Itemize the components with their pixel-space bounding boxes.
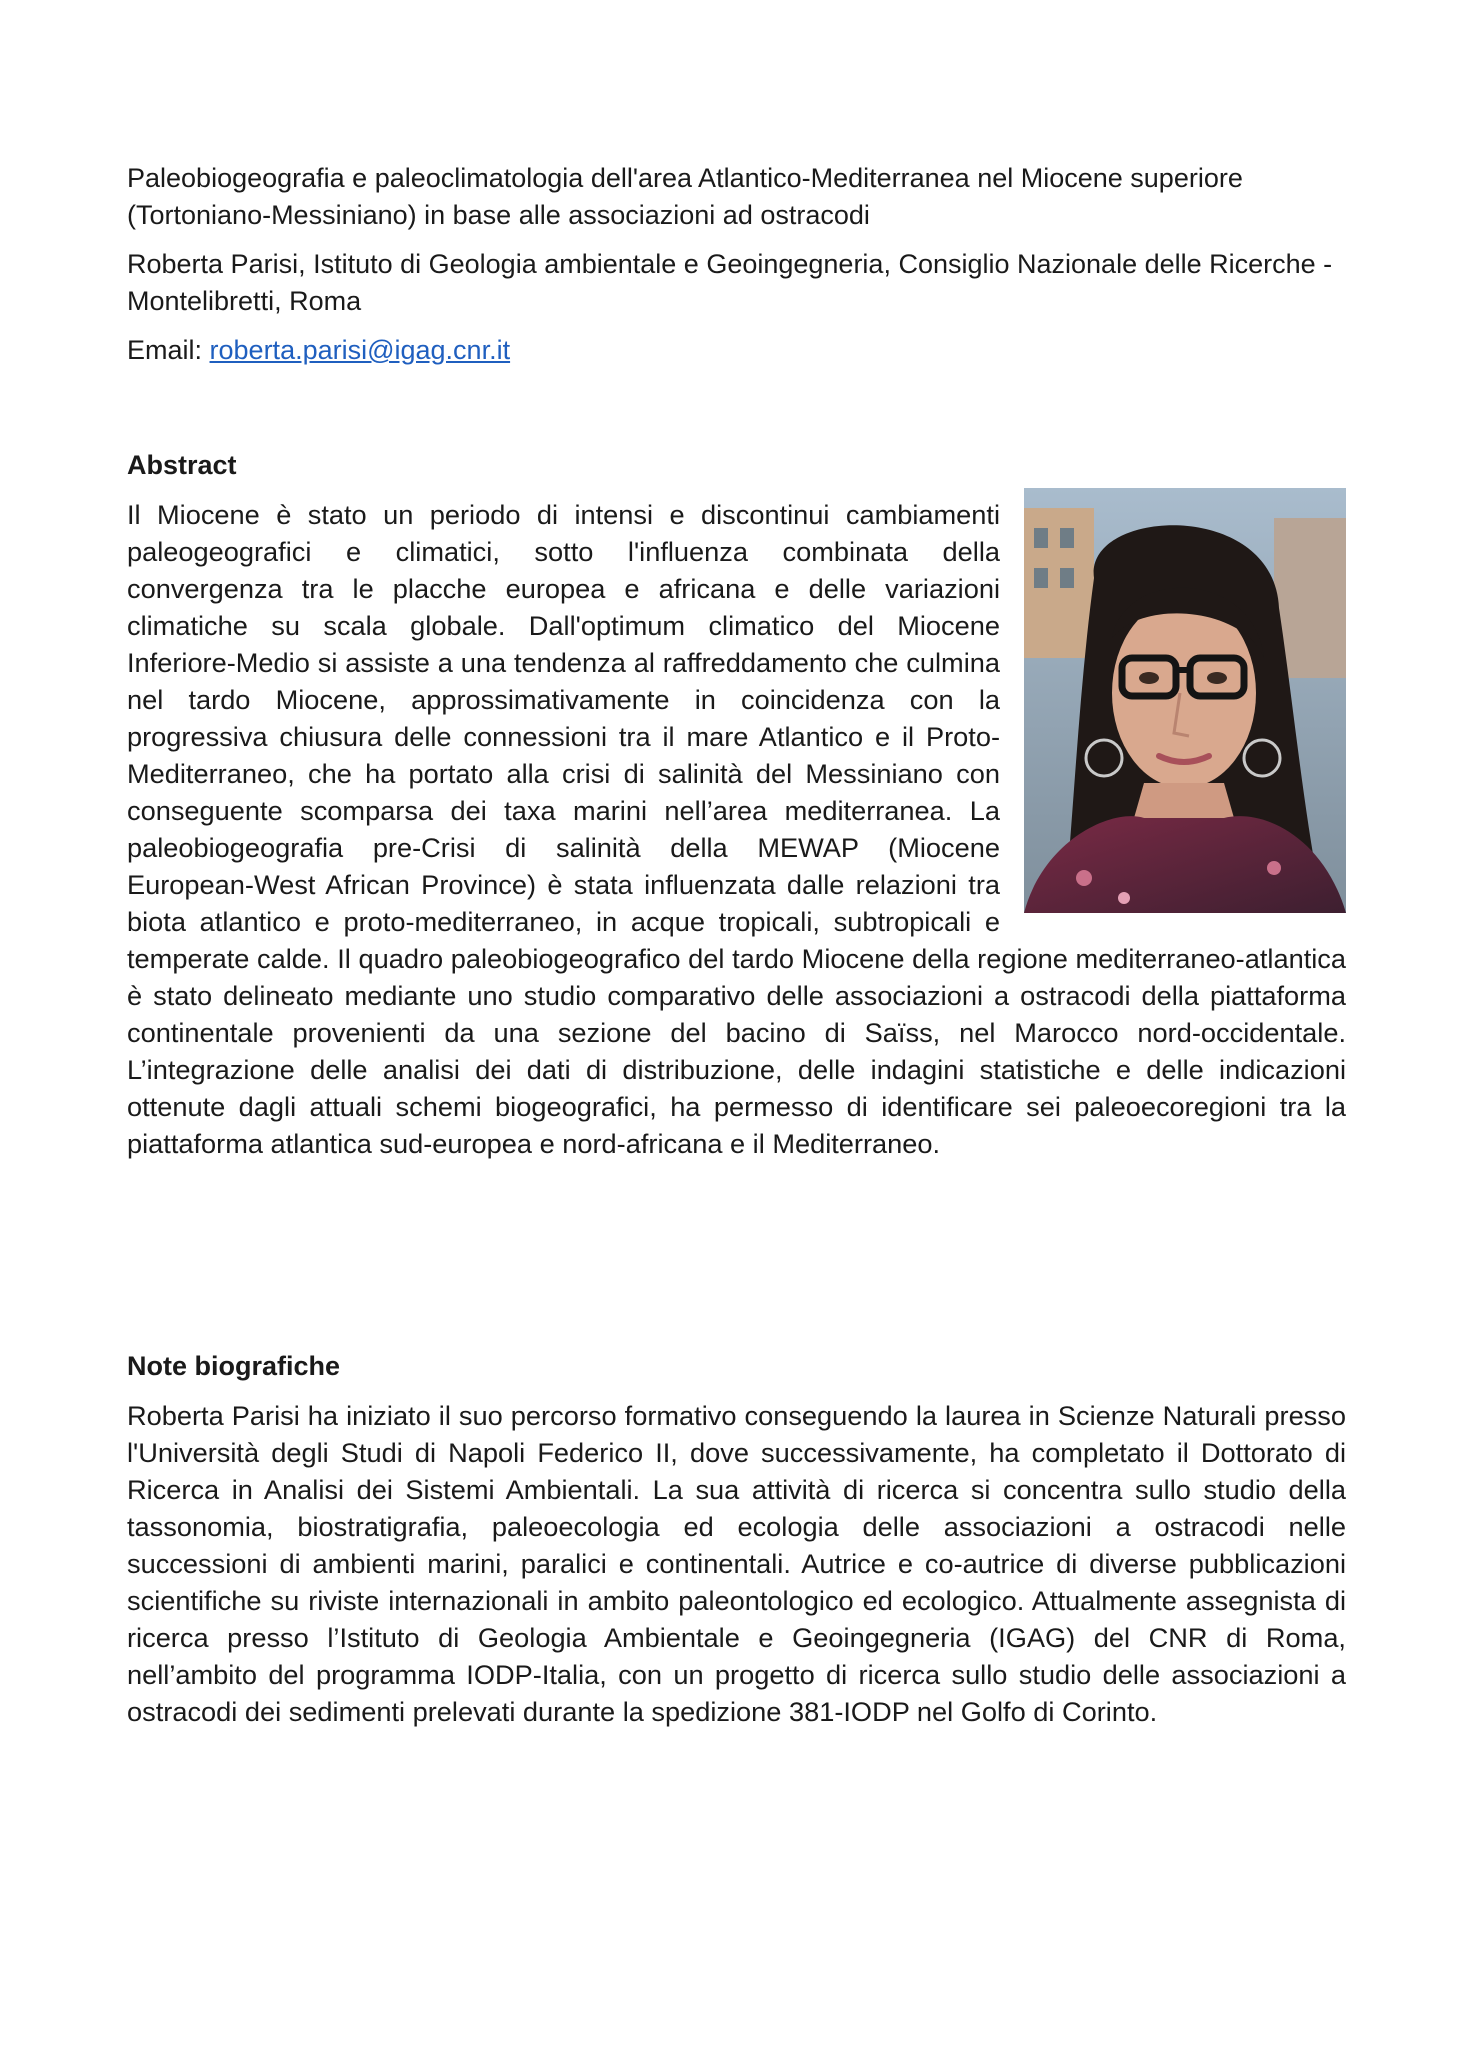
- document-page: [127, 160, 1346, 1730]
- bio-heading: Note biografiche: [127, 1351, 341, 1381]
- abstract-heading: Abstract: [127, 450, 237, 480]
- author-photo: [1024, 488, 1346, 913]
- email-line: [127, 332, 1346, 369]
- email-label: Email:: [127, 335, 210, 365]
- abstract-text: Il Miocene è stato un periodo di intensi e discontinui cambiamenti paleogeografici e climatici, sotto l'influenza combinata della convergenza tra le placche europea e africana e delle variazioni climatiche su scala globale. Dall'optimum climatico del Miocene Inferiore-Medio si assiste a una tendenza al raffreddamento che culmina nel tardo Miocene, approssimativamente in coincidenza con la progressiva chiusura delle connessioni tra il mare Atlantico e il Proto-Mediterraneo, che ha portato alla crisi di salinità del Messiniano con conseguente scomparsa dei taxa marini nell’area mediterranea. La paleobiogeografia pre-Crisi di salinità della MEWAP (Miocene European-West African Province) è stata influenzata dalle relazioni tra biota atlantico e proto-mediterraneo, in acque tropicali, subtropicali e temperate calde. Il quadro paleobiogeografico del tardo Miocene della regione mediterraneo-atlantica è stato delineato mediante uno studio comparativo delle associazioni a ostracodi della piattaforma continentale provenienti da una sezione del bacino di Saïss, nel Marocco nord-occidentale. L’integrazione delle analisi dei dati di distribuzione, delle indagini statistiche e delle indicazioni ottenute dagli attuali schemi biogeografici, ha permesso di identificare sei paleoecoregioni tra la piattaforma atlantica sud-europea e nord-africana e il Mediterraneo.: [127, 499, 1346, 1159]
- bio-text: Roberta Parisi ha iniziato il suo percorso formativo conseguendo la laurea in Scienze Naturali presso l'Università degli Studi di Napoli Federico II, dove successivamente, ha completato il Dottorato di Ricerca in Analisi dei Sistemi Ambientali. La sua attività di ricerca si concentra sullo studio della tassonomia, biostratigrafia, paleoecologia ed ecologia delle associazioni a ostracodi nelle successioni di ambienti marini, paralici e continentali. Autrice e co-autrice di diverse pubblicazioni scientifiche su riviste internazionali in ambito paleontologico ed ecologico. Attualmente assegnista di ricerca presso l’Istituto di Geologia Ambientale e Geoingegneria (IGAG) del CNR di Roma, nell’ambito del programma IODP-Italia, con un progetto di ricerca sullo studio delle associazioni a ostracodi dei sedimenti prelevati durante la spedizione 381-IODP nel Golfo di Corinto.: [127, 1400, 1346, 1727]
- author-affiliation: Roberta Parisi, Istituto di Geologia ambientale e Geoingegneria, Consiglio Nazionale delle Ricerche - Montelibretti, Roma: [127, 249, 1333, 316]
- paper-title: Paleobiogeografia e paleoclimatologia dell'area Atlantico-Mediterranea nel Miocene superiore (Tortoniano-Messiniano) in base alle associazioni ad ostracodi: [127, 163, 1243, 230]
- email-link[interactable]: roberta.parisi@igag.cnr.it: [209, 335, 511, 365]
- author-portrait-image: [1024, 488, 1346, 913]
